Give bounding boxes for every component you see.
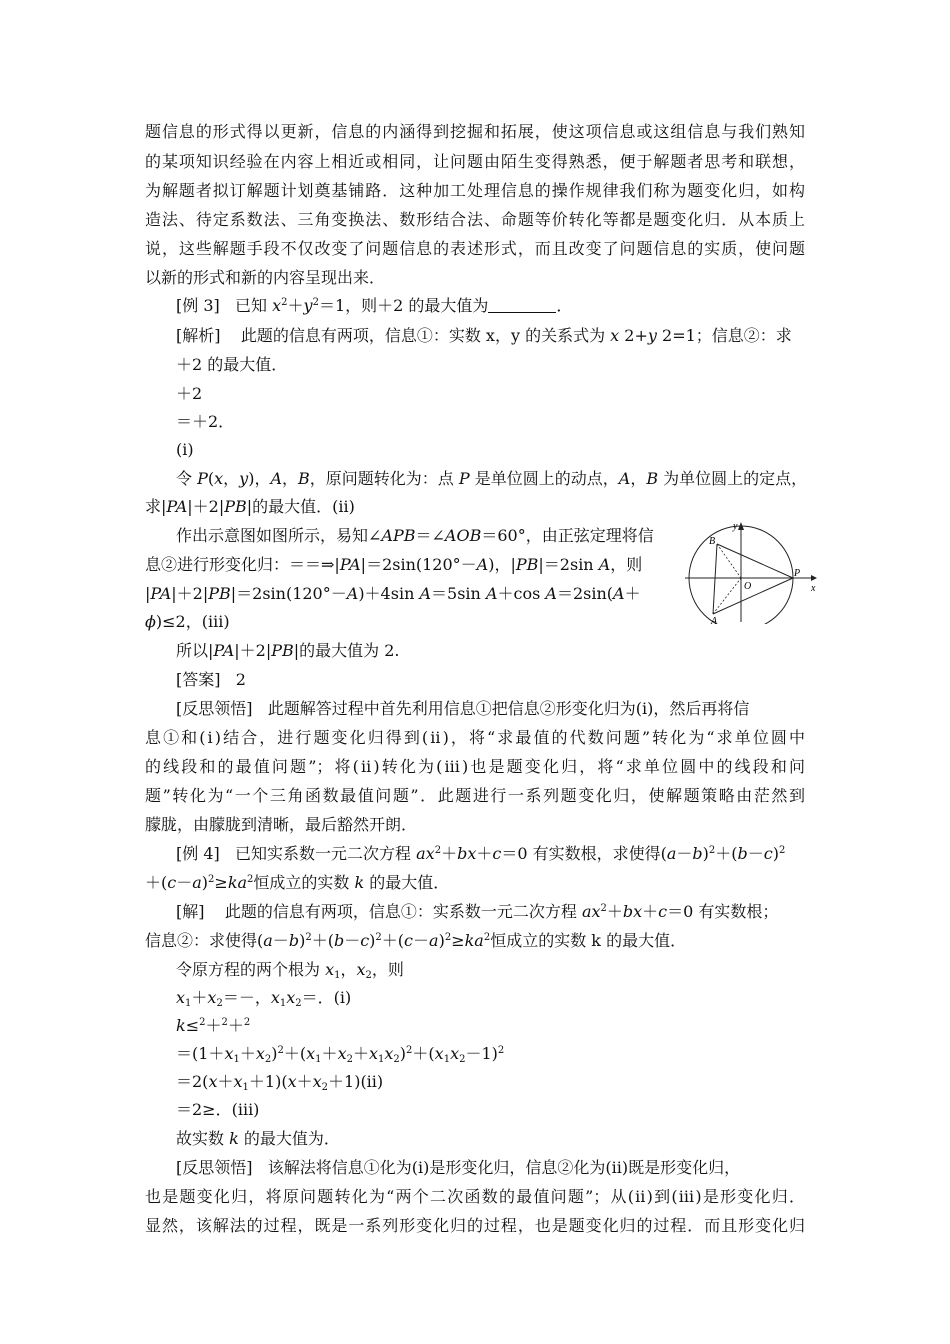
reflection-line: 朦胧，由朦胧到清晰，最后豁然开朗． bbox=[145, 815, 418, 834]
solution-line: 信息②：求使得$(a-b)^2+(b-c)^2+(c-a)^2\ge ka^2$恒成立的实数 k 的最大值． bbox=[145, 931, 687, 950]
solution-line: 故实数 k 的最大值为． bbox=[176, 1129, 340, 1148]
reflection-label: [反思领悟] bbox=[176, 1158, 253, 1177]
intro-line: 以新的形式和新的内容呈现出来． bbox=[145, 268, 386, 287]
x-axis-arrow-icon bbox=[811, 575, 817, 581]
label-B: B bbox=[709, 536, 716, 547]
answer-line bbox=[176, 670, 246, 690]
example3-question: [例 3] 已知 $x^2+y^2=1$，则＋2 的最大值为 ． bbox=[176, 296, 573, 315]
solution-label: [解] bbox=[176, 902, 205, 921]
analysis-line: (ⅰ) bbox=[176, 440, 194, 459]
example-label: [例 3] bbox=[176, 296, 220, 315]
unit-circle-figure bbox=[683, 518, 823, 624]
solution-line: $=(1+x_1+x_2)^2+(x_1+x_2+x_1x_2)^2+(x_1x_2-1)^2$ bbox=[176, 1044, 505, 1065]
label-P: P bbox=[794, 568, 801, 579]
analysis-line: 令 P(x，y)，A，B，原问题转化为：点 P 是单位圆上的动点，A，B 为单位圆上的定点， bbox=[176, 469, 808, 488]
example4-question: $+(c-a)^2\ge ka^2$恒成立的实数 k 的最大值． bbox=[145, 873, 450, 892]
label-y: y bbox=[733, 521, 738, 532]
segment-BP bbox=[717, 544, 793, 578]
answer-value: 2 bbox=[235, 670, 246, 689]
solution-line: ＝2≥．(ⅲ) bbox=[176, 1100, 260, 1119]
solution-line: $x_1+x_2=-$，$x_1x_2=$．(ⅰ) bbox=[176, 988, 352, 1009]
label-x: x bbox=[811, 583, 816, 594]
analysis-line: 息②进行形变化归：＝＝⇒|PA|＝2sin(120°－A)，|PB|＝2sin A，则 bbox=[145, 555, 643, 574]
reflection-line: [反思领悟] 此题解答过程中首先利用信息①把信息②形变化归为(ⅰ)，然后再将信 bbox=[176, 699, 750, 718]
intro-line: 的某项知识经验在内容上相近或相同，让问题由陌生变得熟悉，便于解题者思考和联想， bbox=[145, 152, 805, 171]
reflection-label: [反思领悟] bbox=[176, 699, 253, 718]
analysis-line: [解析] 此题的信息有两项，信息①：实数 x，y 的关系式为 x 2+y 2=1；信息②：求 bbox=[176, 326, 792, 345]
analysis-line: ϕ)≤2，(ⅲ) bbox=[145, 612, 230, 631]
reflection-line: 的线段和的最值问题”；将(ⅱ)转化为(ⅲ)也是题变化归，将“求单位圆中的线段和问 bbox=[145, 757, 805, 776]
reflection-line: 息①和(ⅰ)结合，进行题变化归得到(ⅱ)，将“求最值的代数问题”转化为“求单位圆中 bbox=[145, 728, 805, 747]
analysis-line: 求|PA|＋2|PB|的最大值．(ⅱ) bbox=[145, 497, 355, 516]
intro-line: 题信息的形式得以更新，信息的内涵得到挖掘和拓展，使这项信息或这组信息与我们熟知 bbox=[145, 122, 805, 141]
example-label: [例 4] bbox=[176, 844, 220, 863]
segment-BA bbox=[713, 544, 717, 614]
solution-line: $=2(x+x_1+1)(x+x_2+1)(ⅱ)$ bbox=[176, 1072, 384, 1093]
analysis-line: 作出示意图如图所示，易知∠APB＝∠AOB＝60°，由正弦定理将信 bbox=[176, 526, 654, 545]
solution-line: [解] 此题的信息有两项，信息①：实系数一元二次方程 $ax^2+bx+c=0$ 有实数根； bbox=[176, 902, 779, 921]
analysis-line: |PA|＋2|PB|＝2sin(120°－A)＋4sin A＝5sin A＋cos A＝2sin(A＋ bbox=[145, 584, 641, 603]
intro-line: 为解题者拟订解题计划奠基铺路．这种加工处理信息的操作规律我们称为题变化归，如构 bbox=[145, 181, 805, 200]
analysis-line: 所以|PA|＋2|PB|的最大值为 2. bbox=[176, 641, 400, 660]
answer-label: [答案] bbox=[176, 670, 221, 689]
analysis-label: [解析] bbox=[176, 326, 221, 345]
reflection-line: [反思领悟] 该解法将信息①化为(ⅰ)是形变化归，信息②化为(ⅱ)既是形变化归， bbox=[176, 1158, 741, 1177]
label-A: A bbox=[711, 616, 718, 624]
analysis-line: ＋2 的最大值． bbox=[176, 355, 288, 374]
intro-line: 造法、待定系数法、三角变换法、数形结合法、命题等价转化等都是题变化归．从本质上 bbox=[145, 210, 805, 229]
answer-blank bbox=[488, 298, 556, 313]
example4-question: [例 4] 已知实系数一元二次方程 $ax^2+bx+c=0$ 有实数根，求使得$(a-b)^2+(b-c)^2$ bbox=[176, 844, 786, 863]
analysis-line: ＋2 bbox=[176, 384, 203, 403]
reflection-line: 题”转化为“一个三角函数最值问题”．此题进行一系列题变化归，使解题策略由茫然到 bbox=[145, 786, 805, 805]
analysis-line: ＝＋2． bbox=[176, 412, 235, 431]
solution-line: k≤$^2$＋$^2$＋$^2$ bbox=[176, 1016, 251, 1035]
reflection-line: 也是题变化归，将原问题转化为“两个二次函数的最值问题”；从(ⅱ)到(ⅲ)是形变化归． bbox=[145, 1187, 805, 1206]
label-O: O bbox=[744, 581, 752, 592]
reflection-line: 显然，该解法的过程，既是一系列形变化归的过程，也是题变化归的过程．而且形变化归 bbox=[145, 1216, 805, 1235]
intro-line: 说，这些解题手段不仅改变了问题信息的表述形式，而且改变了问题信息的实质，使问题 bbox=[145, 239, 805, 258]
segment-OA bbox=[713, 578, 741, 614]
segment-AP bbox=[713, 578, 793, 614]
solution-line: 令原方程的两个根为 $x_1$，$x_2$，则 bbox=[176, 960, 404, 981]
